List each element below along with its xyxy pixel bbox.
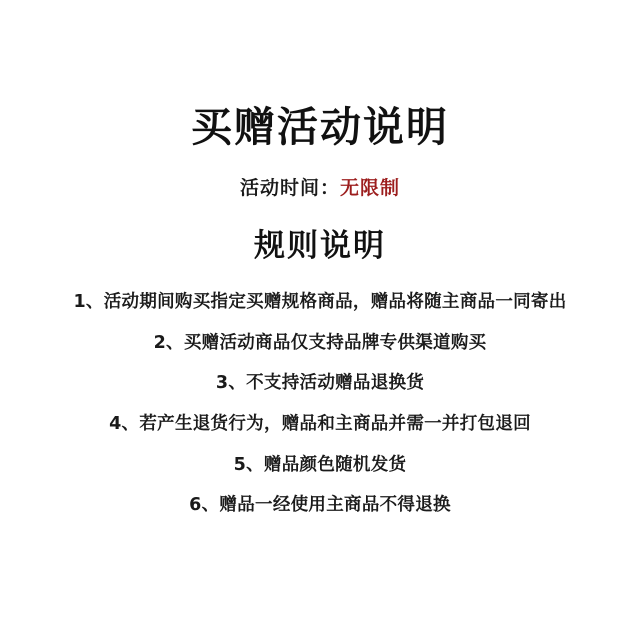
list-item: 3、不支持活动赠品退换货 [215, 373, 425, 394]
rules-list [0, 265, 640, 518]
activity-period-value: 无限制 [340, 177, 401, 200]
list-item: 6、赠品一经使用主商品不得退换 [189, 495, 451, 516]
page-title: 买赠活动说明 [191, 103, 449, 151]
list-item: 4、若产生退货行为，赠品和主商品并需一并打包退回 [109, 414, 531, 434]
rules-heading: 规则说明 [254, 227, 386, 264]
activity-period [0, 151, 640, 200]
list-item: 1、活动期间购买指定买赠规格商品，赠品将随主商品一同寄出 [73, 292, 567, 313]
activity-period-label: 活动时间： [239, 177, 340, 200]
list-item: 2、买赠活动商品仅支持品牌专供渠道购买 [153, 332, 487, 353]
list-item: 5、赠品颜色随机发货 [233, 454, 407, 475]
